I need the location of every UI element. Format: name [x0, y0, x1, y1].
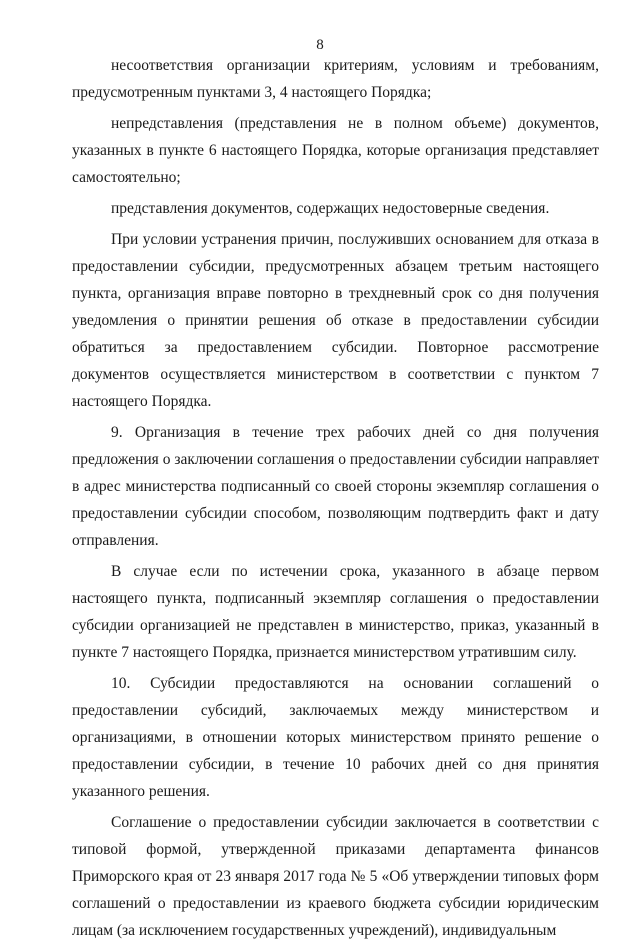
paragraph-clause-9-expiry: В случае если по истечении срока, указанного в абзаце первом настоящего пункта, подписанный экземпляр соглашения о предоставлении субсидии организацией не представлен в министерство, приказ, указанный в пункте 7 настоящего Порядка, признается министерством утратившим силу. — [72, 563, 599, 661]
paragraph-clause-9: 9. Организация в течение трех рабочих дней со дня получения предложения о заключении соглашения о предоставлении субсидии направляет в адрес министерства подписанный со своей стороны экземпляр соглашения о предоставлении субсидии способом, позволяющим подтвердить факт и дату отправления. — [72, 424, 599, 549]
paragraph-resubmission: При условии устранения причин, послуживших основанием для отказа в предоставлении субсидии, предусмотренных абзацем третьим настоящего пункта, организация вправе повторно в трехдневный срок со дня получения уведомления о принятии решения об отказе в предоставлении субсидии обратиться за предоставлением субсидии. Повторное рассмотрение документов осуществляется министерством в соответствии с пунктом 7 настоящего Порядка. — [72, 231, 599, 410]
list-item-non-submission: непредставления (представления не в полном объеме) документов, указанных в пункте 6 настоящего Порядка, которые организация представляет самостоятельно; — [72, 115, 599, 186]
paragraph-clause-10: 10. Субсидии предоставляются на основании соглашений о предоставлении субсидий, заключаемых между министерством и организациями, в отношении которых министерством принято решение о предоставлении субсидии, в течение 10 рабочих дней со дня принятия указанного решения. — [72, 675, 599, 800]
document-body — [72, 52, 599, 944]
page-number: 8 — [316, 37, 324, 53]
list-item-inconsistency: несоответствия организации критериям, условиям и требованиям, предусмотренным пунктами 3, 4 настоящего Порядка; — [72, 57, 599, 101]
list-item-false-information: представления документов, содержащих недостоверные сведения. — [111, 200, 550, 217]
paragraph-agreement-form: Соглашение о предоставлении субсидии заключается в соответствии с типовой формой, утвержденной приказами департамента финансов Приморского края от 23 января 2017 года № 5 «Об утверждении типовых форм соглашений о предоставлении из краевого бюджета субсидии юридическим лицам (за исключением государственных учреждений), индивидуальным — [72, 814, 599, 939]
